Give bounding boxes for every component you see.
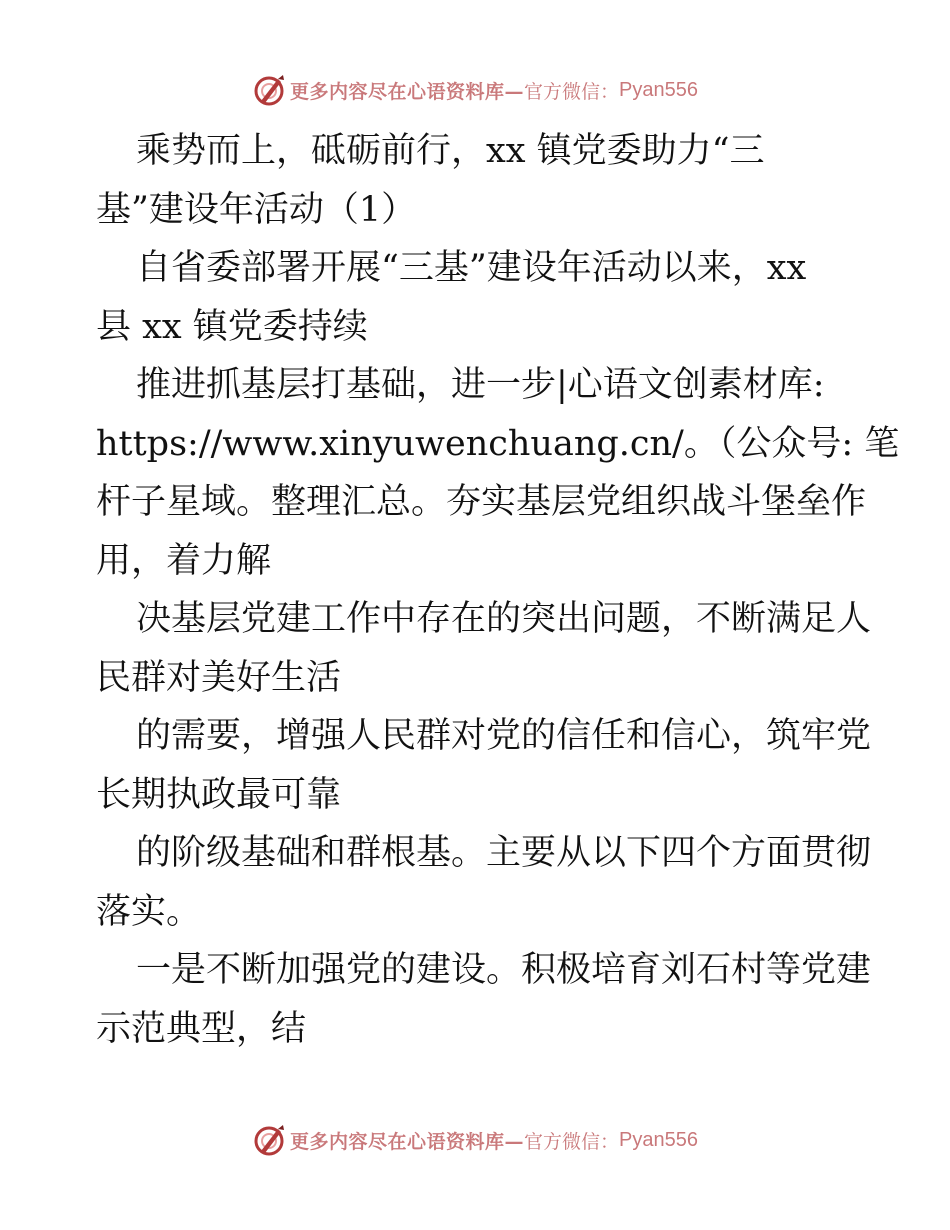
footer-wechat-label: 官方微信：: [524, 1130, 620, 1153]
paragraph-line: 民群对美好生活: [96, 657, 342, 698]
header-banner: [0, 70, 950, 110]
header-wechat-id: Pyan556: [619, 78, 698, 101]
footer-banner: [0, 1120, 950, 1160]
paragraph-line: 落实。: [96, 891, 202, 932]
paragraph-line: 的阶级基础和群根基。主要从以下四个方面贯彻: [136, 833, 872, 873]
paragraph-line: 自省委部署开展“三基”建设年活动以来，xx: [136, 248, 807, 288]
footer-banner-text: 更多内容尽在心语资料库—: [290, 1130, 525, 1153]
paragraph-line: 长期执政最可靠: [96, 774, 342, 815]
document-body: [96, 122, 900, 1058]
header-banner-text: 更多内容尽在心语资料库—: [290, 80, 525, 103]
header-wechat-label: 官方微信：: [524, 80, 620, 103]
quill-logo-icon: [252, 73, 286, 107]
title-line-1: 乘势而上，砥砺前行，xx 镇党委助力“三: [136, 131, 765, 171]
paragraph-line: 一是不断加强党的建设。积极培育刘石村等党建: [136, 950, 872, 990]
paragraph-line: 用，着力解: [96, 540, 272, 581]
footer-wechat-id: Pyan556: [619, 1128, 698, 1151]
paragraph-line: 示范典型，结: [96, 1008, 307, 1049]
paragraph-line: https://www.xinyuwenchuang.cn/。（公众号: 笔: [96, 423, 900, 464]
paragraph-line: 的需要，增强人民群对党的信任和信心，筑牢党: [136, 716, 872, 756]
title-line-2: 基”建设年活动（1）: [96, 189, 417, 230]
paragraph-line: 决基层党建工作中存在的突出问题，不断满足人: [136, 599, 872, 639]
paragraph-line: 县 xx 镇党委持续: [96, 306, 368, 347]
paragraph-line: 推进抓基层打基础，进一步|心语文创素材库:: [136, 365, 825, 405]
paragraph-line: 杆子星域。整理汇总。夯实基层党组织战斗堡垒作: [96, 482, 867, 522]
quill-logo-icon: [252, 1123, 286, 1157]
